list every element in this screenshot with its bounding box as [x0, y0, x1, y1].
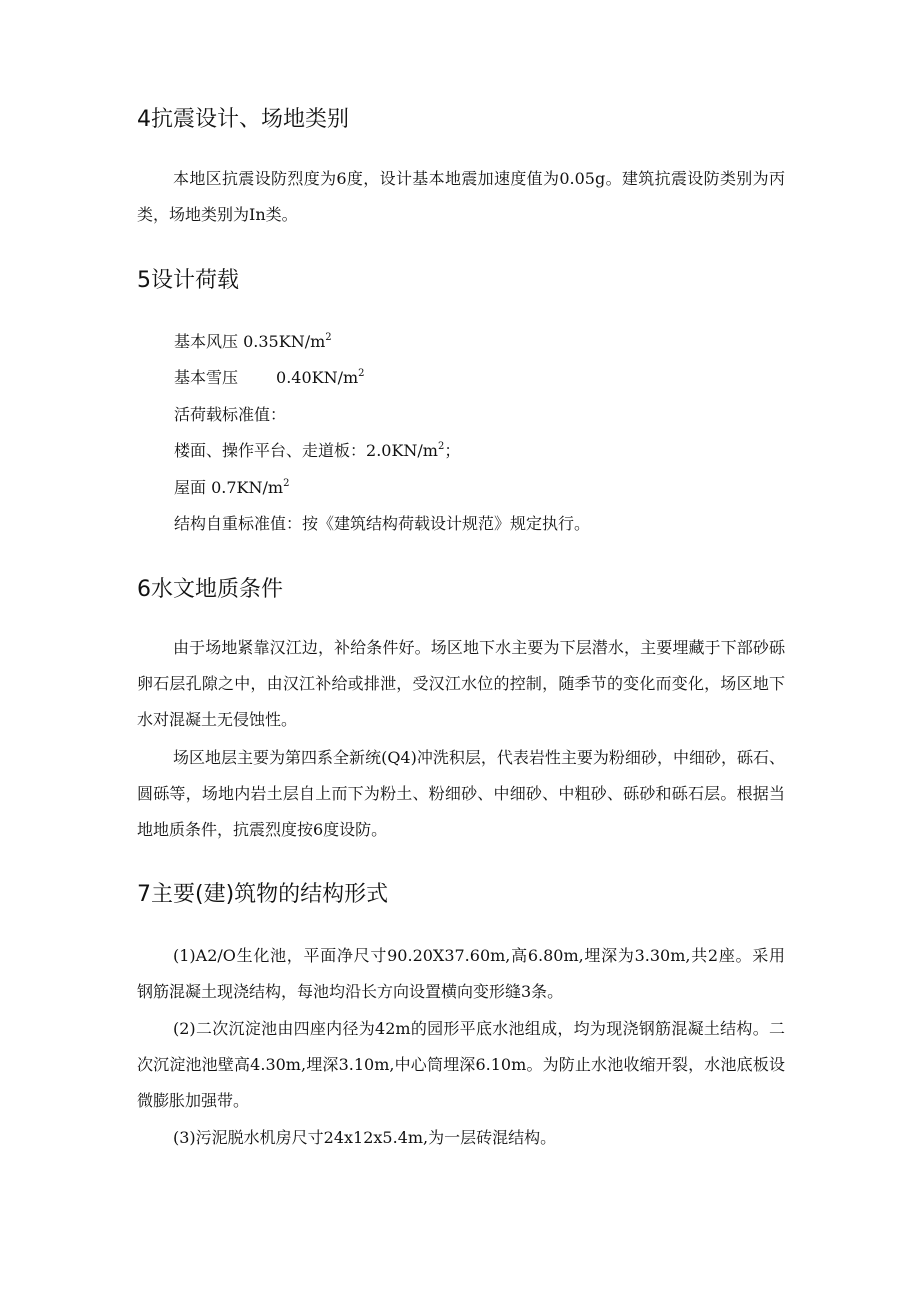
wind-pressure-label: 基本风压	[174, 332, 239, 351]
section-4-paragraph: 本地区抗震设防烈度为6度，设计基本地震加速度值为0.05g。建筑抗震设防类别为丙类，场地类别为In类。	[137, 169, 785, 224]
snow-pressure-value: 0.40KN/m	[276, 368, 359, 387]
snow-pressure-line	[174, 366, 365, 390]
floor-load-label: 楼面、操作平台、走道板：	[174, 441, 367, 460]
section-4-heading: 4抗震设计、场地类别	[137, 107, 349, 132]
snow-pressure-superscript: 2	[358, 368, 365, 379]
floor-load-line	[174, 439, 460, 463]
section-6-paragraph-2: 场区地层主要为第四系全新统(Q4)冲洗积层，代表岩性主要为粉细砂，中细砂，砾石、圆砾等，场地内岩土层自上而下为粉土、粉细砂、中细砂、中粗砂、砾砂和砾石层。根据当地地质条件，抗震烈度按6度设防。	[137, 748, 785, 839]
roof-load-line	[174, 476, 289, 500]
roof-load-value: 0.7KN∕m	[211, 478, 284, 497]
section-6-paragraph-1: 由于场地紧靠汉江边，补给条件好。场区地下水主要为下层潜水，主要埋藏于下部砂砾卵石层孔隙之中，由汉江补给或排泄，受汉江水位的控制，随季节的变化而变化，场区地下水对混凝土无侵蚀性。	[137, 638, 785, 729]
floor-load-end: ；	[444, 441, 461, 460]
self-weight-line: 结构自重标准值：按《建筑结构荷载设计规范》规定执行。	[174, 514, 591, 533]
wind-pressure-superscript: 2	[325, 332, 332, 343]
snow-pressure-label: 基本雪压	[174, 368, 239, 387]
live-load-label: 活荷载标准值：	[174, 405, 287, 424]
wind-pressure-line	[174, 330, 332, 354]
section-7-item-2: (2)二次沉淀池由四座内径为42m的园形平底水池组成，均为现浇钢筋混凝土结构。二次沉淀池池壁高4.30m,埋深3.10m,中心筒埋深6.10m。为防止水池收缩开裂，水池底板设微膨胀加强带。	[137, 1019, 785, 1110]
section-7-heading: 7主要(建)筑物的结构形式	[137, 882, 389, 907]
floor-load-value: 2.0KN∕m	[366, 441, 438, 460]
roof-load-label: 屋面	[174, 478, 207, 497]
roof-load-superscript: 2	[283, 478, 290, 489]
section-7-item-1: (1)A2∕O生化池，平面净尺寸90.20X37.60m,高6.80m,埋深为3.30m,共2座。采用钢筋混凝土现浇结构，每池均沿长方向设置横向变形缝3条。	[137, 946, 785, 1001]
section-7-item-3: (3)污泥脱水机房尺寸24x12x5.4m,为一层砖混结构。	[173, 1128, 557, 1147]
wind-pressure-value: 0.35KN∕m	[243, 332, 326, 351]
floor-load-superscript: 2	[437, 441, 445, 452]
section-6-heading: 6水文地质条件	[137, 577, 283, 602]
section-5-heading: 5设计荷载	[137, 268, 239, 293]
